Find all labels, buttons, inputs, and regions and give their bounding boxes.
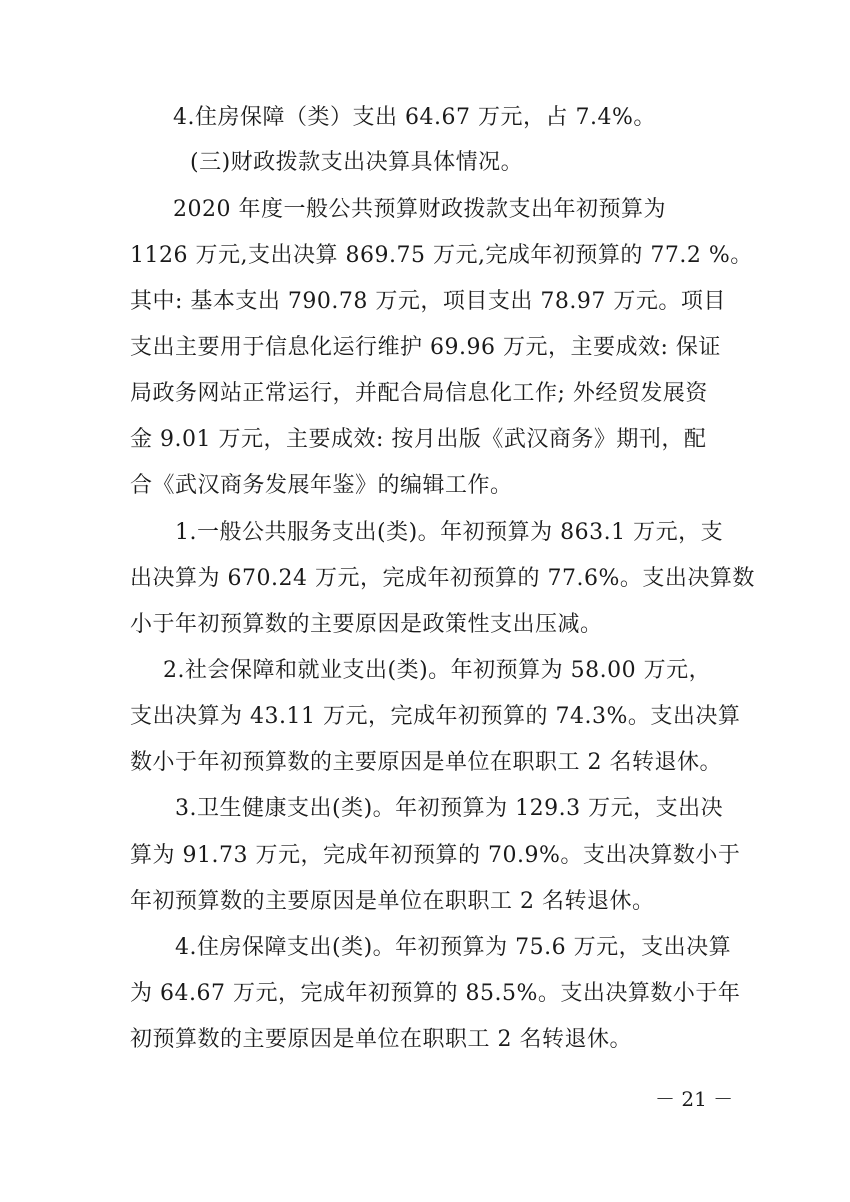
text-line: 出决算为 670.24 万元，完成年初预算的 77.6%。支出决算数 [130, 566, 755, 591]
text-line: 局政务网站正常运行，并配合局信息化工作; 外经贸发展资 [130, 381, 708, 406]
page-number: － 21 － [655, 1087, 734, 1111]
text-line: 金 9.01 万元，主要成效: 按月出版《武汉商务》期刊，配 [130, 427, 707, 452]
text-line: 4.住房保障支出(类)。年初预算为 75.6 万元，支出决算 [175, 935, 732, 960]
text-line: 4.住房保障（类）支出 64.67 万元，占 7.4%。 [173, 105, 656, 130]
text-line: 初预算数的主要原因是单位在职职工 2 名转退休。 [130, 1027, 632, 1052]
text-line: 3.卫生健康支出(类)。年初预算为 129.3 万元，支出决 [175, 796, 724, 821]
text-line: 2020 年度一般公共预算财政拨款支出年初预算为 [173, 197, 666, 222]
text-line: 年初预算数的主要原因是单位在职职工 2 名转退休。 [130, 889, 655, 914]
text-line: 为 64.67 万元，完成年初预算的 85.5%。支出决算数小于年 [130, 981, 741, 1006]
text-line: 支出决算为 43.11 万元，完成年初预算的 74.3%。支出决算 [130, 704, 741, 729]
text-line: 1126 万元,支出决算 869.75 万元,完成年初预算的 77.2 %。 [130, 243, 753, 268]
text-line: 1.一般公共服务支出(类)。年初预算为 863.1 万元，支 [175, 520, 724, 545]
text-line: 其中: 基本支出 790.78 万元，项目支出 78.97 万元。项目 [130, 289, 726, 314]
text-line: 小于年初预算数的主要原因是政策性支出压减。 [130, 612, 603, 637]
text-line: 支出主要用于信息化运行维护 69.96 万元，主要成效: 保证 [130, 335, 721, 360]
text-line: 合《武汉商务发展年鉴》的编辑工作。 [130, 473, 513, 498]
section-heading: (三)财政拨款支出决算具体情况。 [190, 150, 524, 175]
text-line: 数小于年初预算数的主要原因是单位在职职工 2 名转退休。 [130, 750, 722, 775]
text-line: 算为 91.73 万元，完成年初预算的 70.9%。支出决算数小于 [130, 843, 741, 868]
text-line: 2.社会保障和就业支出(类)。年初预算为 58.00 万元， [163, 658, 712, 683]
